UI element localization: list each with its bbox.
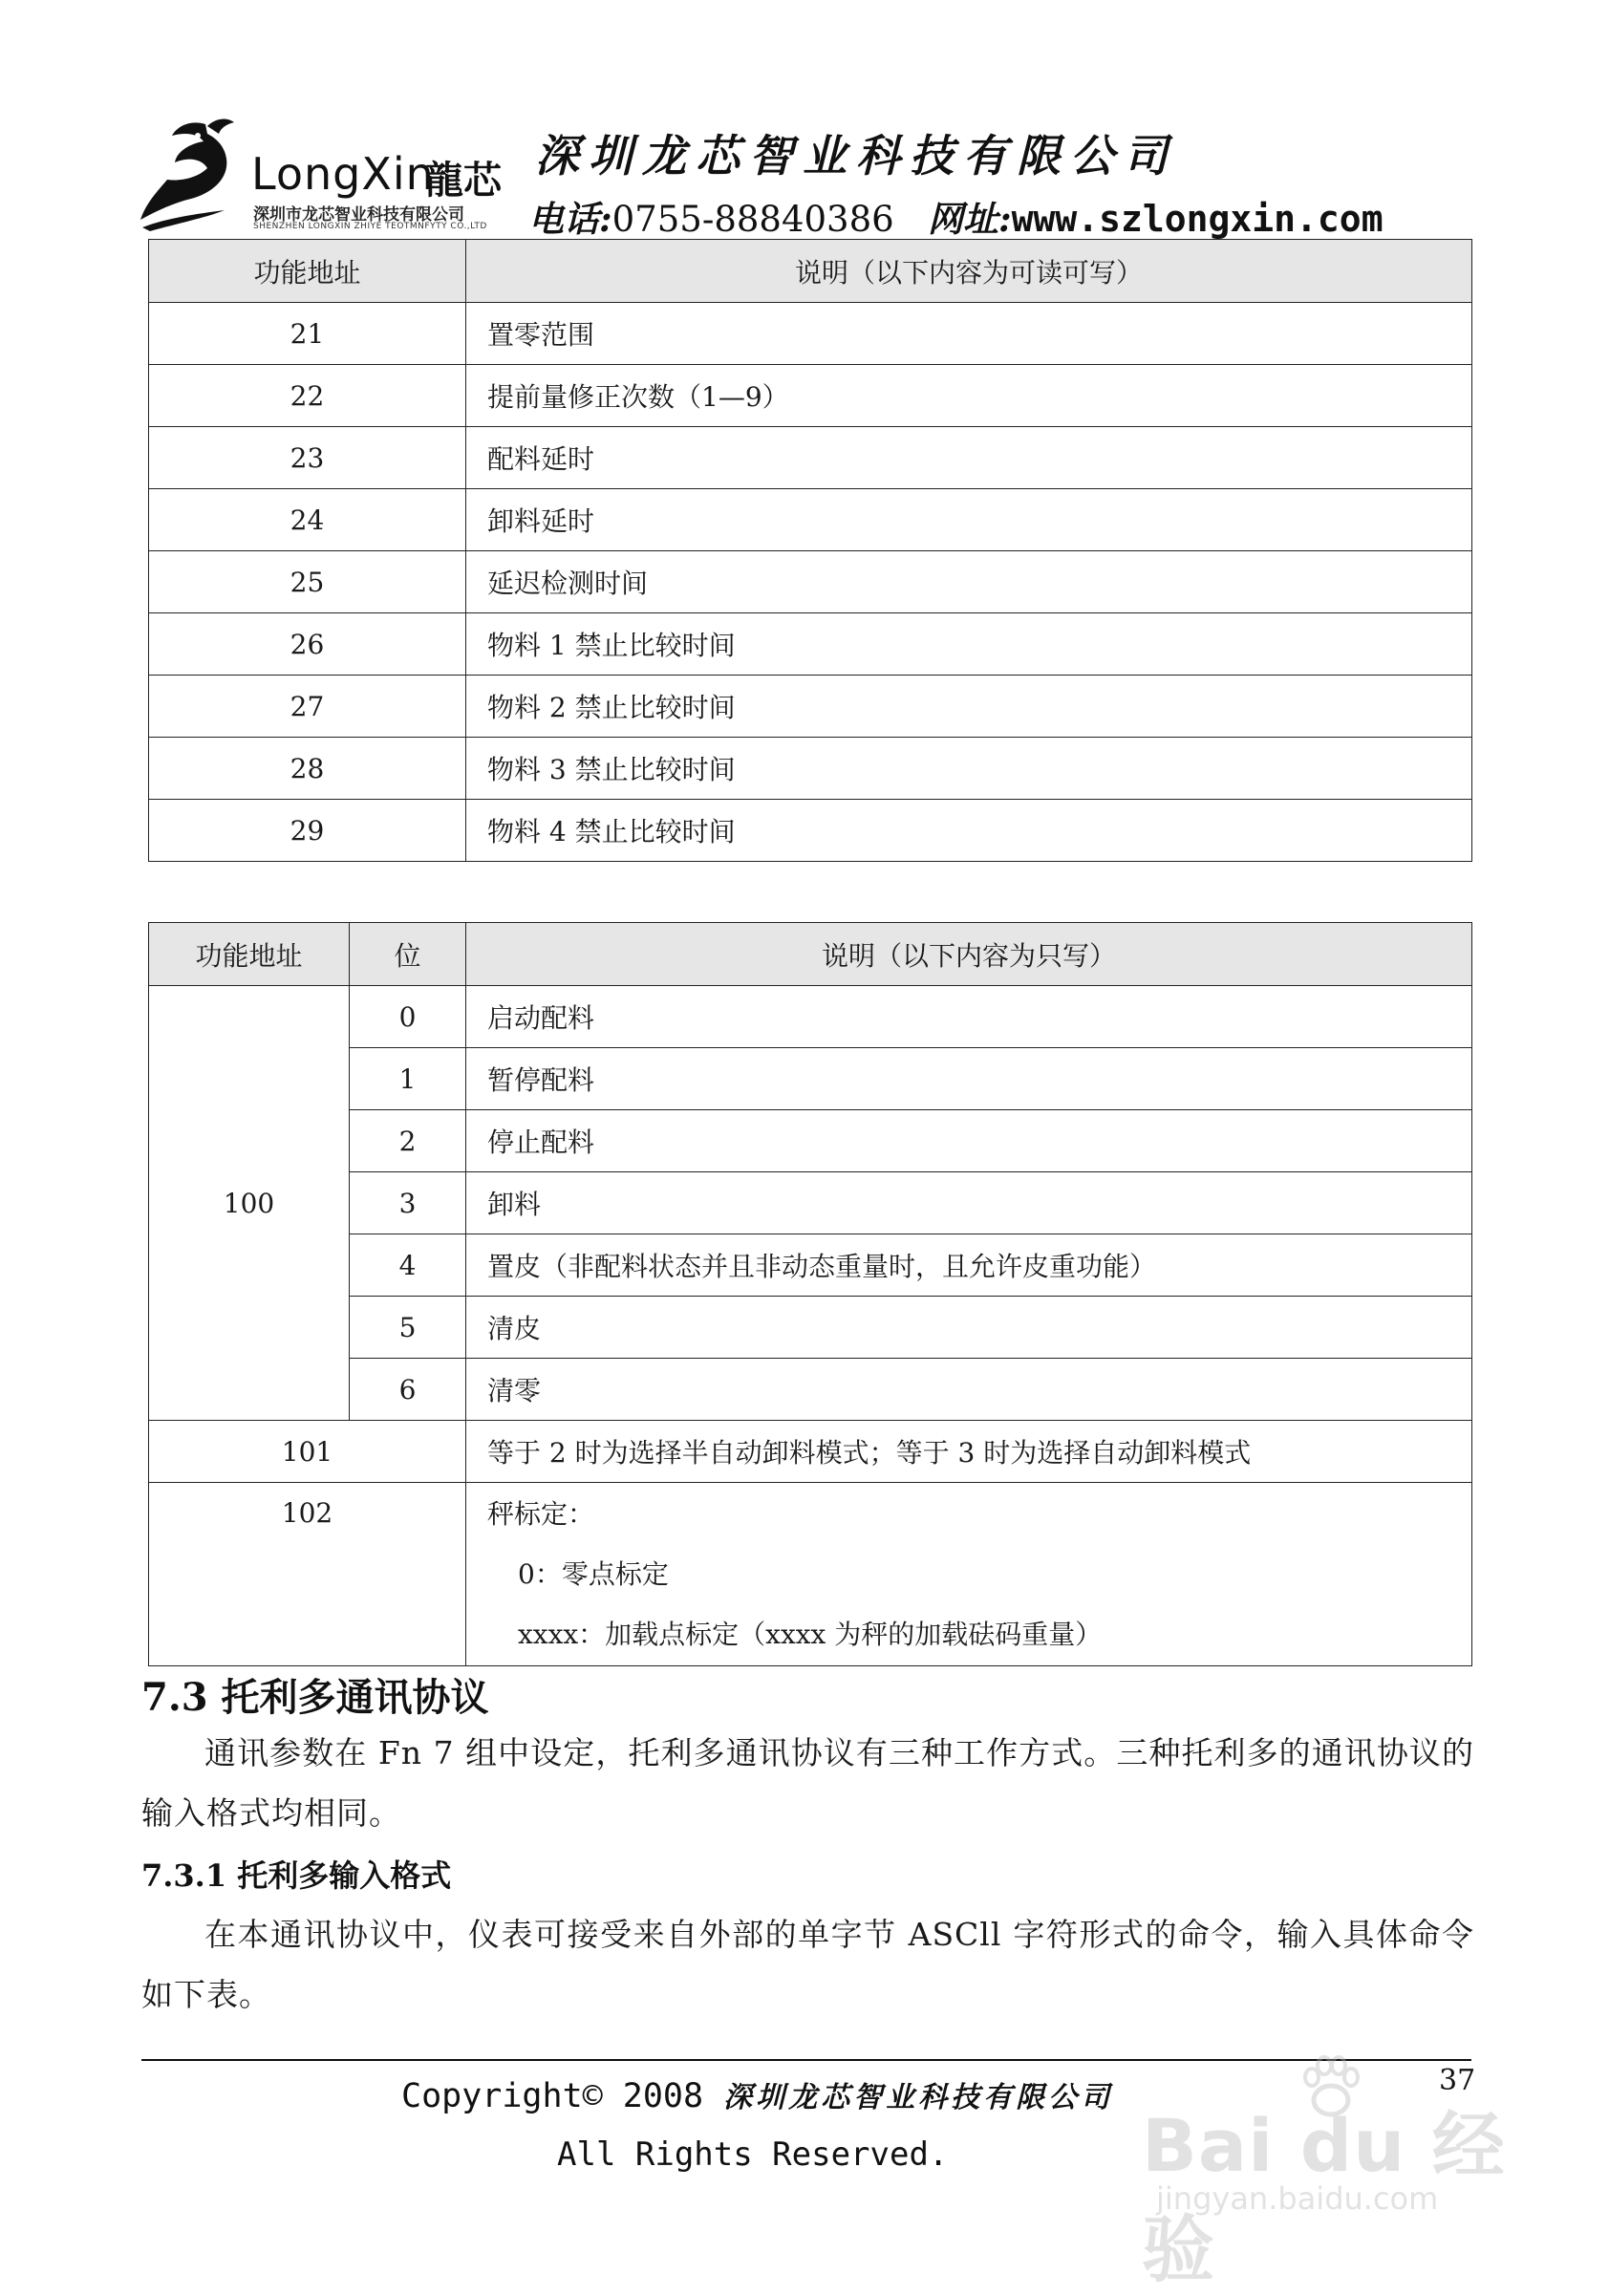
description-cell: 启动配料 xyxy=(466,986,1472,1048)
page-header xyxy=(139,110,1476,240)
description-cell: 提前量修正次数（1—9） xyxy=(466,365,1472,427)
phone-label: 电话: xyxy=(528,198,612,240)
description-cell: 等于 2 时为选择半自动卸料模式；等于 3 时为选择自动卸料模式 xyxy=(466,1421,1472,1483)
table-row xyxy=(149,1483,1472,1666)
address-cell: 102 xyxy=(149,1483,466,1666)
description-cell: 卸料延时 xyxy=(466,489,1472,551)
baidu-watermark xyxy=(1142,2054,1534,2292)
write-only-address-table xyxy=(148,922,1472,1666)
bit-cell: 4 xyxy=(350,1234,466,1297)
section-paragraph: 通讯参数在 Fn 7 组中设定，托利多通讯协议有三种工作方式。三种托利多的通讯协议的输入格式均相同。 xyxy=(141,1734,1474,1832)
table-row xyxy=(149,1421,1472,1483)
copyright-company: 深圳龙芯智业科技有限公司 xyxy=(723,2081,1114,2114)
address-cell: 25 xyxy=(149,551,466,613)
table-row xyxy=(149,427,1472,489)
column-header-bit: 位 xyxy=(350,923,466,986)
address-cell: 22 xyxy=(149,365,466,427)
load-calibration-line: xxxx：加载点标定（xxxx 为秤的加载砝码重量） xyxy=(518,1619,1103,1650)
table-row xyxy=(149,489,1472,551)
description-cell: 清皮 xyxy=(466,1297,1472,1359)
table-row xyxy=(149,738,1472,800)
address-cell: 23 xyxy=(149,427,466,489)
address-cell: 24 xyxy=(149,489,466,551)
website-url: www.szlongxin.com xyxy=(1011,198,1384,240)
watermark-url: jingyan.baidu.com xyxy=(1156,2180,1439,2217)
logo-text-zh: 龍芯 xyxy=(425,158,502,203)
address-cell: 27 xyxy=(149,676,466,738)
subsection-paragraph: 在本通讯协议中，仪表可接受来自外部的单字节 ASCll 字符形式的命令，输入具体命令如下表。 xyxy=(141,1916,1474,2013)
copyright-prefix: Copyright© 2008 xyxy=(401,2077,704,2115)
address-cell: 101 xyxy=(149,1421,466,1483)
column-header-address: 功能地址 xyxy=(149,923,350,986)
bit-cell: 0 xyxy=(350,986,466,1048)
description-cell: 停止配料 xyxy=(466,1110,1472,1172)
description-cell: 物料 2 禁止比较时间 xyxy=(466,676,1472,738)
description-cell: 物料 4 禁止比较时间 xyxy=(466,800,1472,862)
bit-cell: 2 xyxy=(350,1110,466,1172)
dragon-logo-icon xyxy=(139,115,253,234)
bit-cell: 3 xyxy=(350,1172,466,1234)
table-row xyxy=(149,365,1472,427)
table-row xyxy=(149,800,1472,862)
description-cell: 置皮（非配料状态并且非动态重量时，且允许皮重功能） xyxy=(466,1234,1472,1297)
table-row xyxy=(149,551,1472,613)
calibration-label: 秤标定： xyxy=(487,1498,595,1530)
description-cell: 置零范围 xyxy=(466,303,1472,365)
website-label: 网址: xyxy=(927,198,1012,240)
logo-company-name-cn: 深圳市龙芯智业科技有限公司 xyxy=(253,205,464,225)
group-address-cell: 100 xyxy=(149,986,350,1421)
table-row xyxy=(149,986,1472,1048)
zero-calibration-line: 0：零点标定 xyxy=(518,1558,669,1590)
description-cell: 延迟检测时间 xyxy=(466,551,1472,613)
bit-cell: 1 xyxy=(350,1048,466,1110)
column-header-description: 说明（以下内容为只写） xyxy=(466,923,1472,986)
phone-number: 0755-88840386 xyxy=(611,199,894,240)
description-cell: 暂停配料 xyxy=(466,1048,1472,1110)
table-header-row xyxy=(149,240,1472,303)
read-write-address-table xyxy=(148,239,1472,862)
section-heading: 7.3 托利多通讯协议 xyxy=(141,1675,489,1720)
address-cell: 26 xyxy=(149,613,466,676)
rights-reserved: All Rights Reserved. xyxy=(557,2135,949,2174)
column-header-description: 说明（以下内容为可读可写） xyxy=(466,240,1472,303)
description-cell: 物料 3 禁止比较时间 xyxy=(466,738,1472,800)
description-cell: 物料 1 禁止比较时间 xyxy=(466,613,1472,676)
logo-text-en: LongXin xyxy=(251,148,435,200)
page-number: 37 xyxy=(1439,2064,1476,2097)
description-cell: 清零 xyxy=(466,1359,1472,1421)
description-cell: 卸料 xyxy=(466,1172,1472,1234)
bit-cell: 6 xyxy=(350,1359,466,1421)
description-cell: 配料延时 xyxy=(466,427,1472,489)
table-row xyxy=(149,303,1472,365)
address-cell: 21 xyxy=(149,303,466,365)
bit-cell: 5 xyxy=(350,1297,466,1359)
description-cell xyxy=(466,1483,1472,1666)
company-title: 深圳龙芯智业科技有限公司 xyxy=(535,130,1177,182)
table-row xyxy=(149,613,1472,676)
table-row xyxy=(149,676,1472,738)
column-header-address: 功能地址 xyxy=(149,240,466,303)
address-cell: 29 xyxy=(149,800,466,862)
address-cell: 28 xyxy=(149,738,466,800)
logo-company-name-en: SHENZHEN LONGXIN ZHIYE TEOTMNFYTY CO.,LTD xyxy=(253,222,487,231)
table-header-row xyxy=(149,923,1472,986)
subsection-heading: 7.3.1 托利多输入格式 xyxy=(141,1857,452,1894)
contact-line xyxy=(528,190,1384,242)
watermark-main-text: Bai du 经验 xyxy=(1142,2103,1506,2292)
copyright-line xyxy=(401,2073,1113,2115)
